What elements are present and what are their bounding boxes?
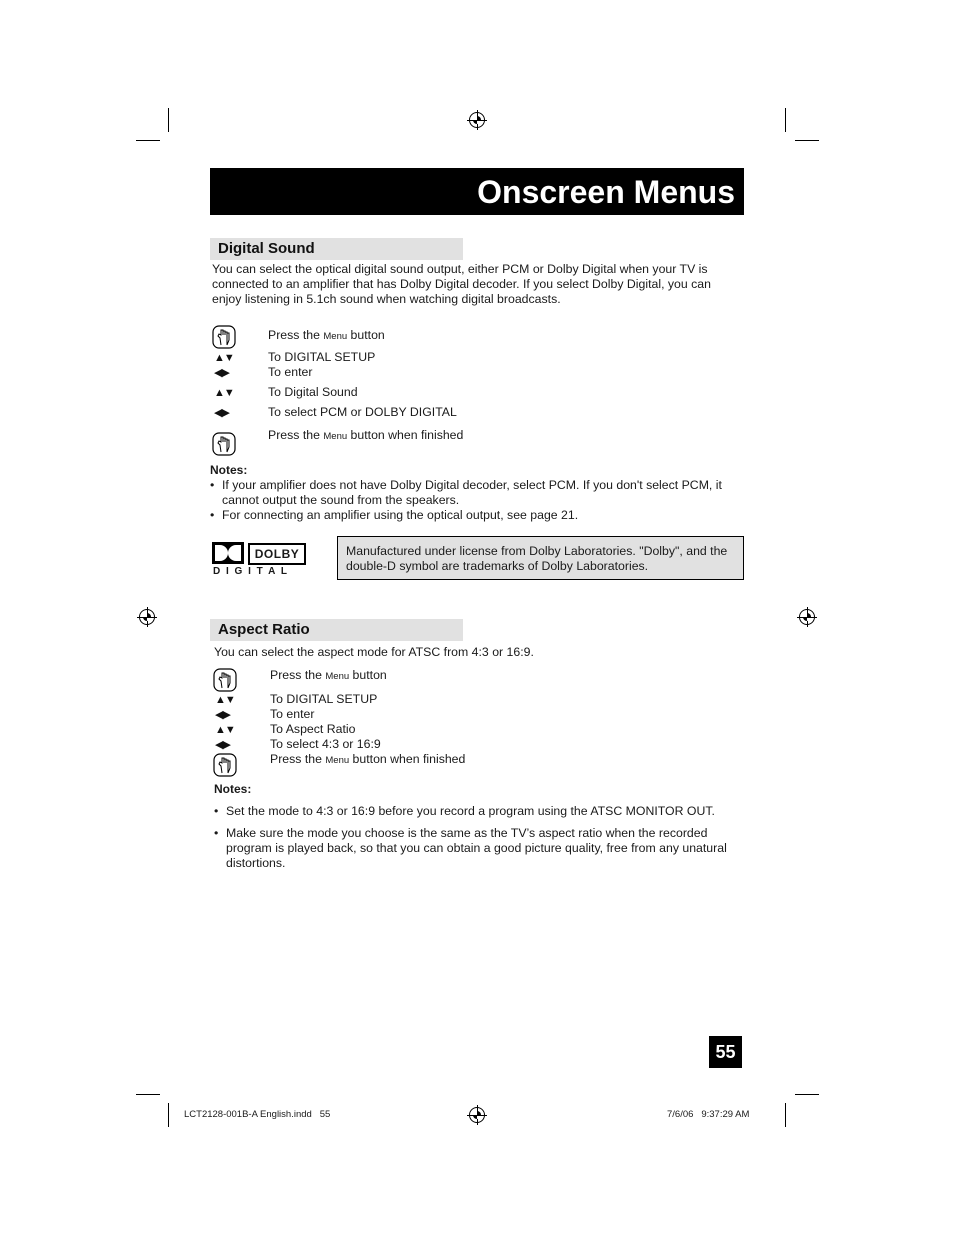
left-right-arrows-icon: ◀▶ (214, 367, 229, 379)
step-aspect-ratio: To Aspect Ratio (270, 722, 356, 736)
registration-mark-icon (469, 112, 485, 128)
note-item: • If your amplifier does not have Dolby Digital decoder, select PCM. If you don't select PCM, it cannot output the sound from the speakers. (210, 478, 722, 507)
step-digital-setup: To DIGITAL SETUP (268, 350, 376, 364)
up-down-arrows-icon: ▲▼ (215, 694, 235, 706)
dolby-digital-text: D I G I T A L (213, 566, 289, 577)
footer-file-info: LCT2128-001B-A English.indd 55 (184, 1109, 331, 1120)
dolby-wordmark-box (248, 543, 306, 565)
step-select-pcm: To select PCM or DOLBY DIGITAL (268, 405, 457, 419)
digital-sound-intro: You can select the optical digital sound output, either PCM or Dolby Digital when your TV is connected to an amplifier that has Dolby Digital decoder. If you select Dolby Digital, you can enjoy listening in 5.1ch sound when watching digital broadcasts. (212, 262, 711, 306)
registration-mark-icon (139, 609, 155, 625)
registration-mark-icon (799, 609, 815, 625)
crop-mark (785, 1103, 786, 1127)
section-heading-aspect-ratio (210, 619, 463, 641)
license-notice-text: Manufactured under license from Dolby Laboratories. "Dolby", and the double-D symbol are trademarks of Dolby Laboratories. (346, 544, 728, 573)
bullet-icon: • (214, 804, 219, 818)
step-press-menu-finished: Press the Menu button when finished (270, 752, 466, 766)
note-item: • Make sure the mode you choose is the same as the TV’s aspect ratio when the recorded program is played back, so that you can obtain a good picture quality, free from any unatural distortions. (214, 826, 727, 870)
crop-mark (795, 140, 819, 141)
section-heading-digital-sound (210, 238, 463, 260)
page-number: 55 (709, 1036, 742, 1068)
left-right-arrows-icon: ◀▶ (215, 709, 230, 721)
footer-timestamp: 7/6/06 9:37:29 AM (667, 1109, 750, 1120)
menu-button-hand-icon (213, 668, 237, 692)
dolby-digital-logo (212, 542, 306, 578)
menu-button-hand-icon (212, 325, 236, 349)
note-item: • For connecting an amplifier using the optical output, see page 21. (210, 508, 579, 522)
menu-button-hand-icon (213, 753, 237, 777)
step-select-aspect: To select 4:3 or 16:9 (270, 737, 381, 751)
left-right-arrows-icon: ◀▶ (214, 407, 229, 419)
up-down-arrows-icon: ▲▼ (214, 352, 234, 364)
page-title: Onscreen Menus (477, 174, 735, 210)
step-digital-sound: To Digital Sound (268, 385, 358, 399)
section-heading-text: Aspect Ratio (218, 621, 310, 638)
step-press-menu: Press the Menu button (268, 328, 385, 342)
crop-mark (136, 140, 160, 141)
notes-title: Notes: (214, 782, 252, 796)
crop-mark (168, 1103, 169, 1127)
step-enter: To enter (268, 365, 313, 379)
bullet-icon: • (214, 826, 219, 840)
dolby-wordmark: DOLBY (254, 547, 300, 561)
step-digital-setup: To DIGITAL SETUP (270, 692, 378, 706)
note-item: • Set the mode to 4:3 or 16:9 before you record a program using the ATSC MONITOR OUT. (214, 804, 715, 818)
crop-mark (136, 1094, 160, 1095)
menu-button-hand-icon (212, 432, 236, 456)
left-right-arrows-icon: ◀▶ (215, 739, 230, 751)
step-enter: To enter (270, 707, 315, 721)
step-press-menu-finished: Press the Menu button when finished (268, 428, 464, 442)
aspect-ratio-intro: You can select the aspect mode for ATSC from 4:3 or 16:9. (214, 645, 534, 659)
page-title-bar (210, 168, 744, 215)
notes-title: Notes: (210, 463, 248, 477)
bullet-icon: • (210, 478, 215, 492)
license-notice-box (337, 536, 744, 580)
registration-mark-icon (469, 1107, 485, 1123)
up-down-arrows-icon: ▲▼ (215, 724, 235, 736)
double-d-symbol-icon (212, 542, 244, 564)
step-press-menu: Press the Menu button (270, 668, 387, 682)
section-heading-text: Digital Sound (218, 240, 315, 257)
crop-mark (168, 108, 169, 132)
crop-mark (785, 108, 786, 132)
up-down-arrows-icon: ▲▼ (214, 387, 234, 399)
bullet-icon: • (210, 508, 215, 522)
crop-mark (795, 1094, 819, 1095)
